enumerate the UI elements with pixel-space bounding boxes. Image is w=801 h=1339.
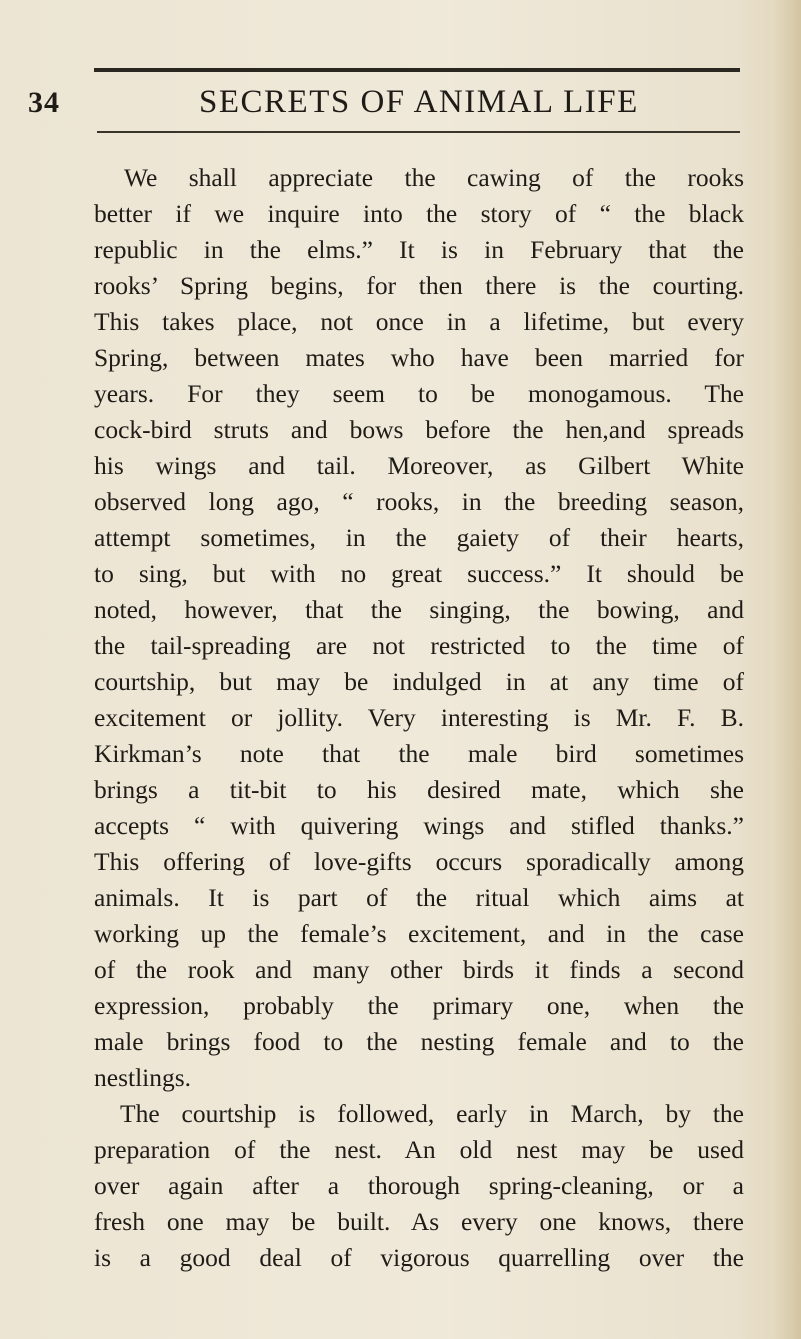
text-line: This takes place, not once in a lifetime, but every xyxy=(94,307,744,336)
text-line: This offering of love-gifts occurs sporadically among xyxy=(94,847,744,876)
page-header xyxy=(0,82,801,126)
text-line: We shall appreciate the cawing of the rooks xyxy=(124,163,744,192)
text-line: working up the female’s excitement, and in the case xyxy=(94,919,744,948)
body-text xyxy=(94,160,744,1276)
text-line: his wings and tail. Moreover, as Gilbert White xyxy=(94,451,744,480)
text-line: observed long ago, “ rooks, in the breeding season, xyxy=(94,487,744,516)
text-line: nestlings. xyxy=(94,1063,192,1092)
text-line: noted, however, that the singing, the bowing, and xyxy=(94,595,744,624)
text-line: male brings food to the nesting female and to the xyxy=(94,1027,744,1056)
text-line: rooks’ Spring begins, for then there is the courting. xyxy=(94,271,744,300)
text-line: to sing, but with no great success.” It should be xyxy=(94,559,744,588)
header-rule-bottom xyxy=(97,131,740,133)
text-line: The courtship is followed, early in March, by the xyxy=(120,1099,744,1128)
text-line: expression, probably the primary one, when the xyxy=(94,991,744,1020)
text-line: cock-bird struts and bows before the hen,and spreads xyxy=(94,415,744,444)
running-title: SECRETS OF ANIMAL LIFE xyxy=(199,84,639,120)
text-line: is a good deal of vigorous quarrelling over the xyxy=(94,1243,744,1272)
text-line: brings a tit-bit to his desired mate, which she xyxy=(94,775,744,804)
text-line: preparation of the nest. An old nest may be used xyxy=(94,1135,744,1164)
text-line: fresh one may be built. As every one knows, there xyxy=(94,1207,744,1236)
text-line: accepts “ with quivering wings and stifled thanks.” xyxy=(94,811,744,840)
text-line: animals. It is part of the ritual which aims at xyxy=(94,883,744,912)
text-line: Kirkman’s note that the male bird sometimes xyxy=(94,739,744,768)
text-line: years. For they seem to be monogamous. The xyxy=(94,379,744,408)
text-line: republic in the elms.” It is in February that the xyxy=(94,235,744,264)
page-number: 34 xyxy=(28,86,60,119)
text-line: the tail-spreading are not restricted to the time of xyxy=(94,631,744,660)
text-line: over again after a thorough spring-cleaning, or a xyxy=(94,1171,744,1200)
text-line: courtship, but may be indulged in at any time of xyxy=(94,667,744,696)
text-line: better if we inquire into the story of “ the black xyxy=(94,199,744,228)
text-line: attempt sometimes, in the gaiety of their hearts, xyxy=(94,523,744,552)
text-line: of the rook and many other birds it finds a second xyxy=(94,955,744,984)
page-edge-shading xyxy=(775,0,801,1339)
text-line: Spring, between mates who have been married for xyxy=(94,343,744,372)
header-rule-top xyxy=(94,68,740,72)
text-line: excitement or jollity. Very interesting is Mr. F. B. xyxy=(94,703,744,732)
